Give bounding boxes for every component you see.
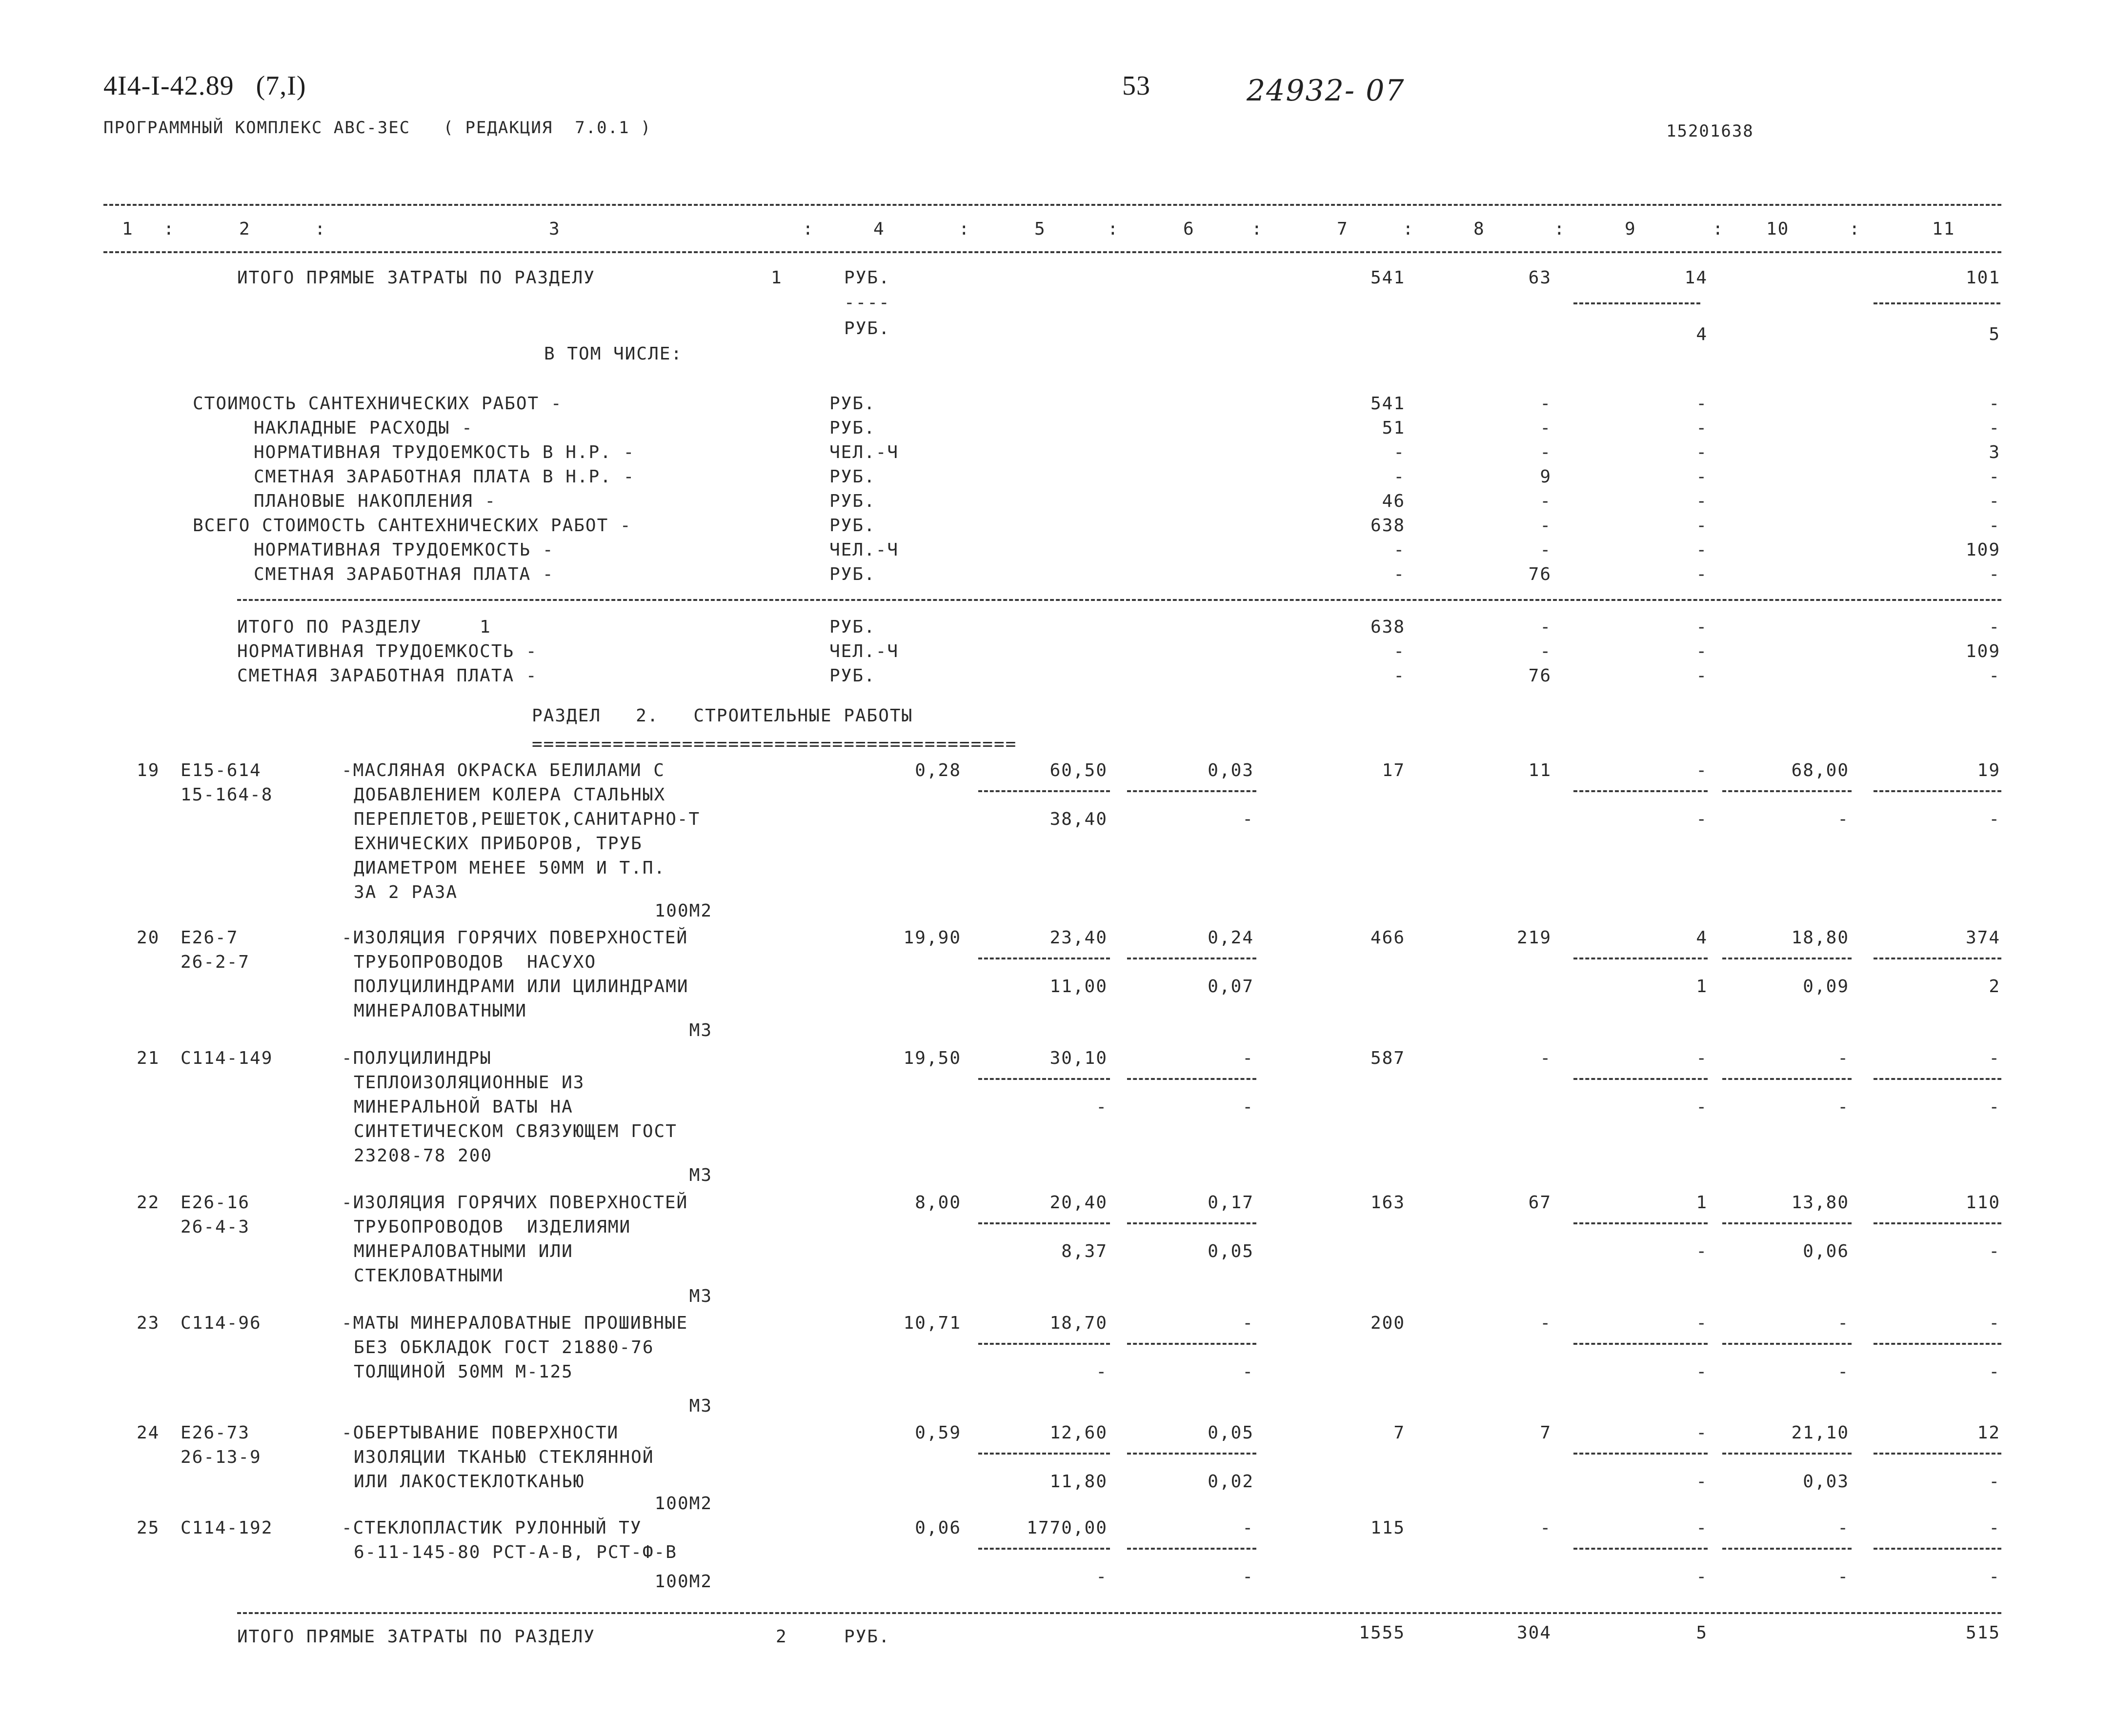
item-code: Е26-16 (181, 1193, 250, 1213)
breakdown-col8: - (1540, 516, 1552, 536)
breakdown-unit: РУБ. (829, 418, 876, 438)
breakdown-col8: - (1540, 540, 1552, 560)
item-price: 12,60 (1049, 1423, 1108, 1443)
section1-col9-rule (1573, 302, 1700, 304)
item-wage-rate-secondary: - (1242, 1097, 1254, 1117)
breakdown-col11: - (1989, 467, 2000, 487)
item-col11-rule (1874, 1222, 2001, 1224)
item-col11-secondary: - (1989, 809, 2000, 829)
breakdown-rule (237, 599, 2001, 601)
item-unit: М3 (689, 1165, 712, 1185)
section2-total-col11: 515 (1965, 1623, 2000, 1643)
breakdown-col8: - (1540, 394, 1552, 414)
item-description-line: ТРУБОПРОВОДОВ ИЗДЕЛИЯМИ (354, 1217, 631, 1237)
item-col6-rule (1127, 958, 1256, 959)
section2-underline: ========================================== (532, 734, 1017, 754)
section1-total-col11: 101 (1965, 268, 2000, 288)
including-label: В ТОМ ЧИСЛЕ: (544, 344, 683, 364)
item-wage-rate: - (1242, 1313, 1254, 1333)
column-number: 5 (1034, 219, 1046, 239)
item-col11: 110 (1965, 1193, 2000, 1213)
section1-total-row-col9: - (1696, 617, 1708, 637)
column-number: 8 (1473, 219, 1485, 239)
item-col11: - (1989, 1518, 2000, 1538)
item-price-secondary: 8,37 (1061, 1241, 1108, 1261)
section1-total-col8: 63 (1528, 268, 1552, 288)
section2-title: РАЗДЕЛ 2. СТРОИТЕЛЬНЫЕ РАБОТЫ (532, 706, 913, 726)
breakdown-col9: - (1696, 467, 1708, 487)
item-col10-secondary: - (1837, 809, 1849, 829)
item-description-line: ЗА 2 РАЗА (354, 882, 458, 902)
item-wage-rate-secondary: - (1242, 1362, 1254, 1382)
item-col8: - (1540, 1048, 1552, 1068)
breakdown-col9: - (1696, 418, 1708, 438)
item-price: 30,10 (1049, 1048, 1108, 1068)
breakdown-label: ПЛАНОВЫЕ НАКОПЛЕНИЯ - (254, 491, 497, 511)
breakdown-unit: ЧЕЛ.-Ч (829, 540, 899, 560)
item-col6-rule (1127, 1343, 1256, 1345)
item-col9-secondary: - (1696, 809, 1708, 829)
item-col9-rule (1573, 1453, 1708, 1455)
column-number: 9 (1625, 219, 1636, 239)
item-description-line: МИНЕРАЛОВАТНЫМИ (354, 1001, 527, 1021)
breakdown-col9: - (1696, 491, 1708, 511)
item-quantity: 10,71 (903, 1313, 961, 1333)
item-description-line: МИНЕРАЛОВАТНЫМИ ИЛИ (354, 1241, 573, 1261)
column-separator: : (803, 219, 814, 239)
section1-total-row-col7: - (1393, 666, 1405, 686)
item-col7: 17 (1382, 760, 1405, 780)
item-col6-rule (1127, 1222, 1256, 1224)
breakdown-col11: - (1989, 491, 2000, 511)
section1-total-row-col8: 76 (1528, 666, 1552, 686)
column-separator: : (315, 219, 326, 239)
item-description-line: 6-11-145-80 РСТ-А-В, РСТ-Ф-В (354, 1542, 677, 1562)
item-unit: М3 (689, 1286, 712, 1306)
section1-total-row-col9: - (1696, 666, 1708, 686)
breakdown-col8: - (1540, 442, 1552, 462)
item-quantity: 19,90 (903, 928, 961, 948)
breakdown-col7: - (1393, 540, 1405, 560)
item-unit: 100М2 (654, 1494, 712, 1514)
item-col11: 12 (1977, 1423, 2000, 1443)
section2-total-label: ИТОГО ПРЯМЫЕ ЗАТРАТЫ ПО РАЗДЕЛУ (237, 1627, 595, 1647)
item-col10-rule (1722, 1343, 1852, 1345)
column-number: 10 (1766, 219, 1790, 239)
item-description-line: ТОЛЩИНОЙ 50ММ М-125 (354, 1362, 573, 1382)
item-col5-rule (978, 1548, 1110, 1550)
section1-col11-rule (1874, 302, 2000, 304)
item-description-line: ДОБАВЛЕНИЕМ КОЛЕРА СТАЛЬНЫХ (354, 785, 666, 805)
item-col9-secondary: 1 (1696, 977, 1708, 997)
breakdown-label: СМЕТНАЯ ЗАРАБОТНАЯ ПЛАТА - (254, 564, 554, 584)
item-col8: - (1540, 1518, 1552, 1538)
item-description-line: -МАСЛЯНАЯ ОКРАСКА БЕЛИЛАМИ С (342, 760, 665, 780)
breakdown-col7: - (1393, 442, 1405, 462)
item-col7: 7 (1393, 1423, 1405, 1443)
item-col7: 587 (1370, 1048, 1405, 1068)
document-id: 15201638 (1666, 121, 1754, 141)
section1-total-row-label: СМЕТНАЯ ЗАРАБОТНАЯ ПЛАТА - (237, 666, 538, 686)
item-description-line: -СТЕКЛОПЛАСТИК РУЛОННЫЙ ТУ (342, 1518, 642, 1538)
program-title: ПРОГРАММНЫЙ КОМПЛЕКС АВС-3ЕС ( РЕДАКЦИЯ 7.0.1 ) (103, 118, 652, 138)
item-col11: 374 (1965, 928, 2000, 948)
column-separator: : (1713, 219, 1724, 239)
item-code: Е26-7 (181, 928, 239, 948)
section1-total-number: 1 (771, 268, 783, 288)
breakdown-col11: - (1989, 564, 2000, 584)
item-code-secondary: 26-4-3 (181, 1217, 250, 1237)
item-col11-secondary: - (1989, 1097, 2000, 1117)
item-code: Е26-73 (181, 1423, 250, 1443)
item-col8: 219 (1516, 928, 1552, 948)
breakdown-col9: - (1696, 516, 1708, 536)
section1-total-row-col7: 638 (1370, 617, 1405, 637)
item-col11-rule (1874, 790, 2001, 792)
item-col11-rule (1874, 958, 2001, 959)
item-price: 1770,00 (1027, 1518, 1108, 1538)
breakdown-col9: - (1696, 540, 1708, 560)
item-description-line: СИНТЕТИЧЕСКОМ СВЯЗУЮЩЕМ ГОСТ (354, 1121, 677, 1141)
breakdown-unit: РУБ. (829, 516, 876, 536)
item-description-line: СТЕКЛОВАТНЫМИ (354, 1266, 504, 1286)
item-col5-rule (978, 790, 1110, 792)
column-separator: : (1403, 219, 1414, 239)
item-unit: 100М2 (654, 901, 712, 921)
column-separator: : (1554, 219, 1566, 239)
item-col11-rule (1874, 1548, 2001, 1550)
item-description-line: ЕХНИЧЕСКИХ ПРИБОРОВ, ТРУБ (354, 834, 643, 854)
item-col7: 115 (1370, 1518, 1405, 1538)
item-col10-secondary: 0,03 (1803, 1472, 1849, 1492)
breakdown-unit: РУБ. (829, 467, 876, 487)
column-number: 1 (122, 219, 134, 239)
item-code: С114-96 (181, 1313, 262, 1333)
item-wage-rate-secondary: 0,02 (1208, 1472, 1254, 1492)
breakdown-label: СТОИМОСТЬ САНТЕХНИЧЕСКИХ РАБОТ - (193, 394, 563, 414)
breakdown-col11: 3 (1989, 442, 2000, 462)
breakdown-col9: - (1696, 564, 1708, 584)
item-number: 24 (137, 1423, 160, 1443)
column-number: 7 (1337, 219, 1349, 239)
item-number: 25 (137, 1518, 160, 1538)
item-quantity: 0,06 (915, 1518, 961, 1538)
section1-total-row-col9: - (1696, 641, 1708, 661)
item-quantity: 19,50 (903, 1048, 961, 1068)
item-description-line: ТЕПЛОИЗОЛЯЦИОННЫЕ ИЗ (354, 1073, 585, 1093)
section1-total-col9: 14 (1684, 268, 1708, 288)
item-wage-rate: 0,24 (1208, 928, 1254, 948)
section1-total-row-unit: РУБ. (829, 666, 876, 686)
item-price: 60,50 (1049, 760, 1108, 780)
item-col10: - (1837, 1313, 1849, 1333)
section2-total-unit: РУБ. (844, 1627, 890, 1647)
item-wage-rate: - (1242, 1048, 1254, 1068)
item-description-line: 23208-78 200 (354, 1146, 493, 1166)
item-description-line: ТРУБОПРОВОДОВ НАСУХО (354, 952, 597, 972)
item-col10-secondary: - (1837, 1362, 1849, 1382)
item-description-line: -МАТЫ МИНЕРАЛОВАТНЫЕ ПРОШИВНЫЕ (342, 1313, 688, 1333)
section1-total-unit-dash: ---- (844, 293, 890, 313)
item-col8: 11 (1528, 760, 1552, 780)
item-col11-rule (1874, 1078, 2001, 1080)
item-code-secondary: 26-13-9 (181, 1447, 262, 1467)
column-number: 6 (1183, 219, 1195, 239)
breakdown-label: НАКЛАДНЫЕ РАСХОДЫ - (254, 418, 473, 438)
item-wage-rate-secondary: 0,05 (1208, 1241, 1254, 1261)
item-description-line: ПЕРЕПЛЕТОВ,РЕШЕТОК,САНИТАРНО-Т (354, 809, 701, 829)
section1-total-col9b: 4 (1696, 324, 1708, 344)
section1-total-row-col8: - (1540, 617, 1552, 637)
item-col10-rule (1722, 1078, 1852, 1080)
item-col9: - (1696, 1048, 1708, 1068)
item-col11-secondary: - (1989, 1241, 2000, 1261)
breakdown-col8: - (1540, 491, 1552, 511)
item-col9-secondary: - (1696, 1362, 1708, 1382)
item-description-line: ПОЛУЦИЛИНДРАМИ ИЛИ ЦИЛИНДРАМИ (354, 977, 689, 997)
page-number: 53 (1122, 71, 1150, 101)
item-col9-secondary: - (1696, 1472, 1708, 1492)
breakdown-col7: 51 (1382, 418, 1405, 438)
item-col9-secondary: - (1696, 1567, 1708, 1587)
breakdown-col7: 46 (1382, 491, 1405, 511)
item-col9-rule (1573, 790, 1708, 792)
breakdown-col11: - (1989, 516, 2000, 536)
item-price-secondary: 11,80 (1049, 1472, 1108, 1492)
item-price-secondary: - (1096, 1362, 1108, 1382)
item-col9-rule (1573, 1343, 1708, 1345)
breakdown-col8: 9 (1540, 467, 1552, 487)
item-number: 23 (137, 1313, 160, 1333)
section1-total-col7: 541 (1370, 268, 1405, 288)
section1-total-row-col11: 109 (1965, 641, 2000, 661)
item-col10-secondary: - (1837, 1097, 1849, 1117)
item-col6-rule (1127, 1453, 1256, 1455)
breakdown-col7: - (1393, 467, 1405, 487)
item-description-line: -ИЗОЛЯЦИЯ ГОРЯЧИХ ПОВЕРХНОСТЕЙ (342, 928, 688, 948)
header-bottom-rule (103, 251, 2001, 253)
item-col9: - (1696, 760, 1708, 780)
item-col11-secondary: - (1989, 1472, 2000, 1492)
section1-total-row-label: НОРМАТИВНАЯ ТРУДОЕМКОСТЬ - (237, 641, 538, 661)
item-col10-secondary: - (1837, 1567, 1849, 1587)
item-description-line: -ОБЕРТЫВАНИЕ ПОВЕРХНОСТИ (342, 1423, 619, 1443)
item-description-line: БЕЗ ОБКЛАДОК ГОСТ 21880-76 (354, 1337, 654, 1357)
item-col10: - (1837, 1048, 1849, 1068)
section1-total-col11b: 5 (1989, 324, 2000, 344)
item-description-line: -ИЗОЛЯЦИЯ ГОРЯЧИХ ПОВЕРХНОСТЕЙ (342, 1193, 688, 1213)
item-wage-rate-secondary: - (1242, 809, 1254, 829)
item-wage-rate: - (1242, 1518, 1254, 1538)
column-number: 2 (239, 219, 251, 239)
item-col5-rule (978, 1343, 1110, 1345)
item-col11-secondary: - (1989, 1362, 2000, 1382)
column-separator: : (1849, 219, 1861, 239)
section1-total-row-col11: - (1989, 617, 2000, 637)
item-col6-rule (1127, 790, 1256, 792)
breakdown-col9: - (1696, 394, 1708, 414)
section1-total-row-unit: ЧЕЛ.-Ч (829, 641, 899, 661)
item-description-line: ДИАМЕТРОМ МЕНЕЕ 50ММ И Т.П. (354, 858, 666, 878)
breakdown-col7: 638 (1370, 516, 1405, 536)
item-col9: - (1696, 1313, 1708, 1333)
item-description-line: ИЛИ ЛАКОСТЕКЛОТКАНЬЮ (354, 1472, 585, 1492)
item-quantity: 8,00 (915, 1193, 961, 1213)
item-code-secondary: 26-2-7 (181, 952, 250, 972)
column-number: 4 (873, 219, 885, 239)
item-col9-rule (1573, 1548, 1708, 1550)
column-separator: : (1108, 219, 1119, 239)
item-col8: 67 (1528, 1193, 1552, 1213)
item-price-secondary: 11,00 (1049, 977, 1108, 997)
item-col10: 21,10 (1791, 1423, 1849, 1443)
document-code: 4I4-I-42.89 (7,I) (103, 71, 306, 101)
item-col11-rule (1874, 1343, 2001, 1345)
section2-total-col9: 5 (1696, 1623, 1708, 1643)
breakdown-col8: - (1540, 418, 1552, 438)
item-col10-rule (1722, 958, 1852, 959)
item-col5-rule (978, 1078, 1110, 1080)
item-col6-rule (1127, 1078, 1256, 1080)
item-col10-rule (1722, 1453, 1852, 1455)
item-col8: - (1540, 1313, 1552, 1333)
item-col11-secondary: - (1989, 1567, 2000, 1587)
section1-total-row-label: ИТОГО ПО РАЗДЕЛУ 1 (237, 617, 491, 637)
item-price: 23,40 (1049, 928, 1108, 948)
item-code: С114-149 (181, 1048, 273, 1068)
item-col7: 163 (1370, 1193, 1405, 1213)
item-col10: - (1837, 1518, 1849, 1538)
item-col5-rule (978, 1222, 1110, 1224)
item-number: 20 (137, 928, 160, 948)
breakdown-col11: 109 (1965, 540, 2000, 560)
item-price-secondary: 38,40 (1049, 809, 1108, 829)
item-price-secondary: - (1096, 1567, 1108, 1587)
item-col9: 1 (1696, 1193, 1708, 1213)
section2-bottom-rule (237, 1612, 2001, 1614)
item-col6-rule (1127, 1548, 1256, 1550)
breakdown-label: ВСЕГО СТОИМОСТЬ САНТЕХНИЧЕСКИХ РАБОТ - (193, 516, 632, 536)
section1-total-label: ИТОГО ПРЯМЫЕ ЗАТРАТЫ ПО РАЗДЕЛУ (237, 268, 595, 288)
section2-total-col8: 304 (1516, 1623, 1552, 1643)
item-col9-secondary: - (1696, 1097, 1708, 1117)
section1-total-unit-2: РУБ. (844, 319, 890, 339)
column-separator: : (959, 219, 970, 239)
handwritten-archive-number: 24932- 07 (1247, 74, 1405, 108)
breakdown-col7: 541 (1370, 394, 1405, 414)
item-col5-rule (978, 1453, 1110, 1455)
column-separator: : (1251, 219, 1263, 239)
item-col11: - (1989, 1048, 2000, 1068)
item-code: С114-192 (181, 1518, 273, 1538)
breakdown-col7: - (1393, 564, 1405, 584)
item-col9: 4 (1696, 928, 1708, 948)
section1-total-row-col11: - (1989, 666, 2000, 686)
item-description-line: -ПОЛУЦИЛИНДРЫ (342, 1048, 492, 1068)
item-col9-rule (1573, 1078, 1708, 1080)
breakdown-col9: - (1696, 442, 1708, 462)
section2-total-number: 2 (776, 1627, 787, 1647)
item-col10-secondary: 0,09 (1803, 977, 1849, 997)
item-col10: 68,00 (1791, 760, 1849, 780)
item-wage-rate-secondary: - (1242, 1567, 1254, 1587)
item-wage-rate-secondary: 0,07 (1208, 977, 1254, 997)
section1-total-row-unit: РУБ. (829, 617, 876, 637)
item-col11-rule (1874, 1453, 2001, 1455)
column-number: 11 (1932, 219, 1955, 239)
breakdown-col11: - (1989, 418, 2000, 438)
item-code: Е15-614 (181, 760, 262, 780)
item-price: 20,40 (1049, 1193, 1108, 1213)
item-col7: 466 (1370, 928, 1405, 948)
item-quantity: 0,28 (915, 760, 961, 780)
item-wage-rate: 0,03 (1208, 760, 1254, 780)
item-unit: 100М2 (654, 1572, 712, 1592)
item-unit: М3 (689, 1020, 712, 1040)
item-col7: 200 (1370, 1313, 1405, 1333)
item-col10: 13,80 (1791, 1193, 1849, 1213)
breakdown-label: СМЕТНАЯ ЗАРАБОТНАЯ ПЛАТА В Н.Р. - (254, 467, 635, 487)
breakdown-col11: - (1989, 394, 2000, 414)
item-price-secondary: - (1096, 1097, 1108, 1117)
item-wage-rate: 0,05 (1208, 1423, 1254, 1443)
item-number: 19 (137, 760, 160, 780)
item-number: 22 (137, 1193, 160, 1213)
header-top-rule (103, 204, 2001, 206)
item-col10: 18,80 (1791, 928, 1849, 948)
item-number: 21 (137, 1048, 160, 1068)
item-col8: 7 (1540, 1423, 1552, 1443)
item-col9-rule (1573, 958, 1708, 959)
breakdown-unit: РУБ. (829, 491, 876, 511)
breakdown-unit: РУБ. (829, 564, 876, 584)
item-col9: - (1696, 1423, 1708, 1443)
item-col10-rule (1722, 790, 1852, 792)
item-col5-rule (978, 958, 1110, 959)
breakdown-label: НОРМАТИВНАЯ ТРУДОЕМКОСТЬ В Н.Р. - (254, 442, 635, 462)
item-description-line: МИНЕРАЛЬНОЙ ВАТЫ НА (354, 1097, 573, 1117)
item-unit: М3 (689, 1396, 712, 1416)
breakdown-col8: 76 (1528, 564, 1552, 584)
section2-total-col7: 1555 (1359, 1623, 1405, 1643)
column-separator: : (163, 219, 175, 239)
column-number: 3 (549, 219, 561, 239)
item-price: 18,70 (1049, 1313, 1108, 1333)
item-col10-secondary: 0,06 (1803, 1241, 1849, 1261)
item-col9-secondary: - (1696, 1241, 1708, 1261)
breakdown-label: НОРМАТИВНАЯ ТРУДОЕМКОСТЬ - (254, 540, 554, 560)
section1-total-row-col7: - (1393, 641, 1405, 661)
item-col11-secondary: 2 (1989, 977, 2000, 997)
item-col11: 19 (1977, 760, 2000, 780)
item-description-line: ИЗОЛЯЦИИ ТКАНЬЮ СТЕКЛЯННОЙ (354, 1447, 654, 1467)
breakdown-unit: ЧЕЛ.-Ч (829, 442, 899, 462)
item-col9-rule (1573, 1222, 1708, 1224)
item-code-secondary: 15-164-8 (181, 785, 273, 805)
item-col11: - (1989, 1313, 2000, 1333)
section1-total-row-col8: - (1540, 641, 1552, 661)
item-col10-rule (1722, 1548, 1852, 1550)
item-wage-rate: 0,17 (1208, 1193, 1254, 1213)
item-col10-rule (1722, 1222, 1852, 1224)
item-col9: - (1696, 1518, 1708, 1538)
breakdown-unit: РУБ. (829, 394, 876, 414)
item-quantity: 0,59 (915, 1423, 961, 1443)
section1-total-unit: РУБ. (844, 268, 890, 288)
